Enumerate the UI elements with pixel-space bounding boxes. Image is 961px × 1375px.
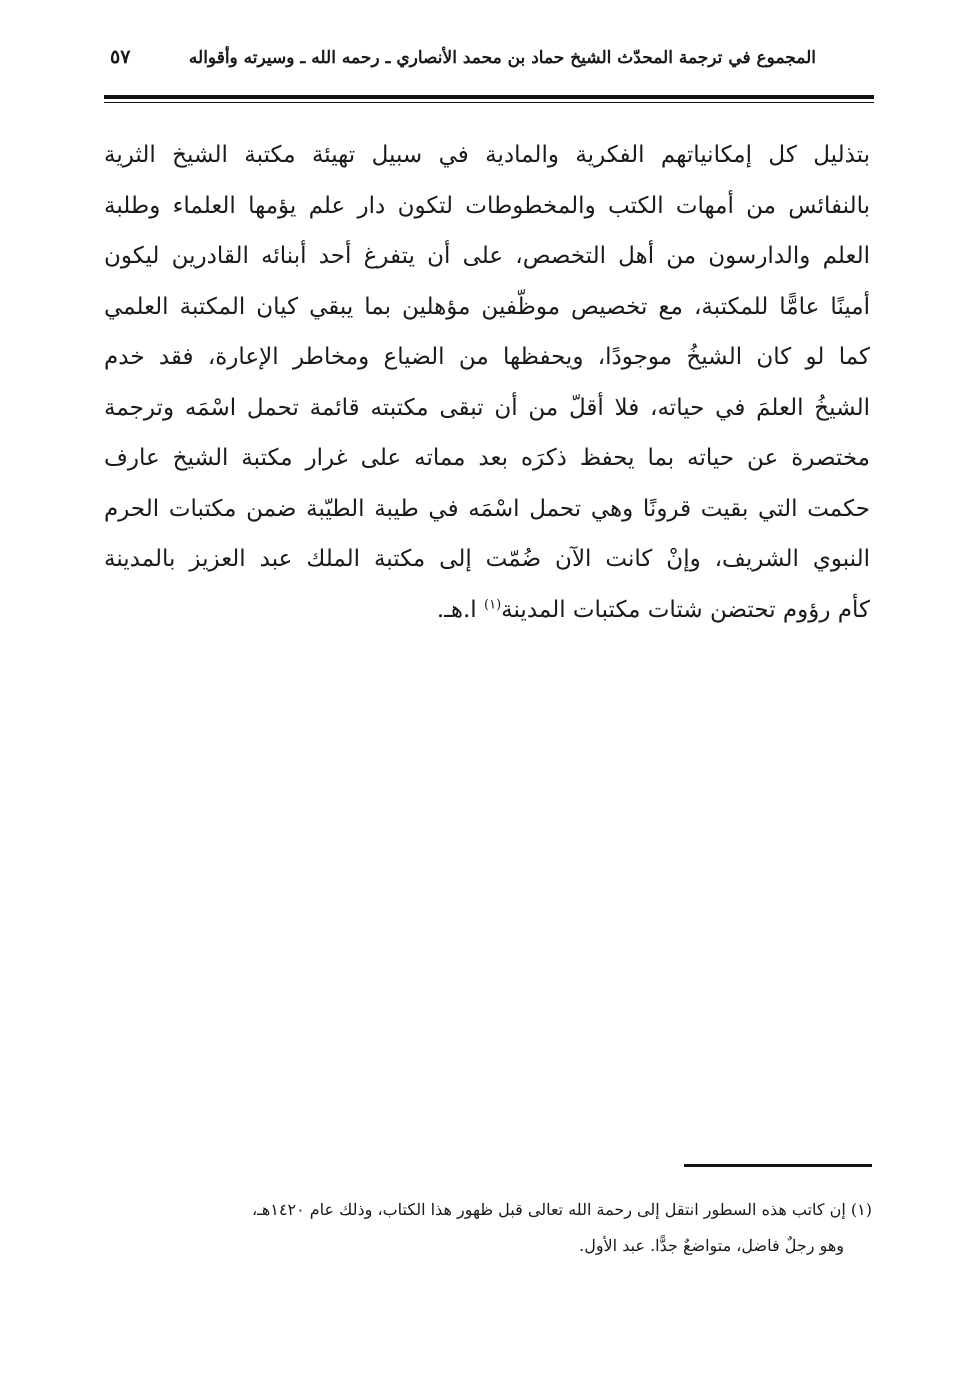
body-line: بالنفائس من أمهات الكتب والمخطوطات لتكون دار علم يؤمها العلماء وطلبة <box>104 192 870 219</box>
body-line: حكمت التي بقيت قرونًا وهي تحمل اسْمَه في طيبة الطيّبة ضمن مكتبات الحرم <box>104 495 870 522</box>
body-last-line <box>104 585 870 636</box>
running-header <box>104 44 816 78</box>
body-line: أمينًا عامًّا للمكتبة، مع تخصيص موظّفين مؤهلين بما يبقي كيان المكتبة العلمي <box>104 293 870 320</box>
body-text <box>104 130 870 635</box>
body-line: العلم والدارسون من أهل التخصص، على أن يتفرغ أحد أبنائه القادرين ليكون <box>104 243 870 269</box>
last-line-ending: ا.هـ. <box>436 596 485 623</box>
header-rule-thick <box>104 95 874 99</box>
footnote-line-2: وهو رجلٌ فاضل، متواضعٌ جدًّا. عبد الأول. <box>579 1236 844 1255</box>
footnote-line-1: (١) إن كاتب هذه السطور انتقل إلى رحمة الله تعالى قبل ظهور هذا الكتاب، وذلك عام ١٤٢٠هـ، <box>251 1200 872 1219</box>
body-line: مختصرة عن حياته بما يحفظ ذكرَه بعد مماته على غرار مكتبة الشيخ عارف <box>104 445 870 471</box>
header-rule-thin <box>104 102 874 103</box>
body-line: النبوي الشريف، وإنْ كانت الآن ضُمّت إلى مكتبة الملك عبد العزيز بالمدينة <box>104 546 870 572</box>
body-line: كما لو كان الشيخُ موجودًا، ويحفظها من الضياع ومخاطر الإعارة، فقد خدم <box>104 344 870 370</box>
footnote-separator <box>684 1164 872 1167</box>
footnote-reference[interactable]: (١) <box>484 596 502 612</box>
page-number: ٥٧ <box>110 46 131 68</box>
footnotes <box>104 1192 872 1264</box>
running-title: المجموع في ترجمة المحدّث الشيخ حماد بن محمد الأنصاري ـ رحمه الله ـ وسيرته وأقواله <box>188 48 816 68</box>
body-line: الشيخُ العلمَ في حياته، فلا أقلّ من أن تبقى مكتبته قائمة تحمل اسْمَه وترجمة <box>104 394 870 421</box>
body-line: بتذليل كل إمكانياتهم الفكرية والمادية في سبيل تهيئة مكتبة الشيخ الثرية <box>104 142 870 168</box>
last-line-text: كأم رؤوم تحتضن شتات مكتبات المدينة <box>501 596 870 623</box>
